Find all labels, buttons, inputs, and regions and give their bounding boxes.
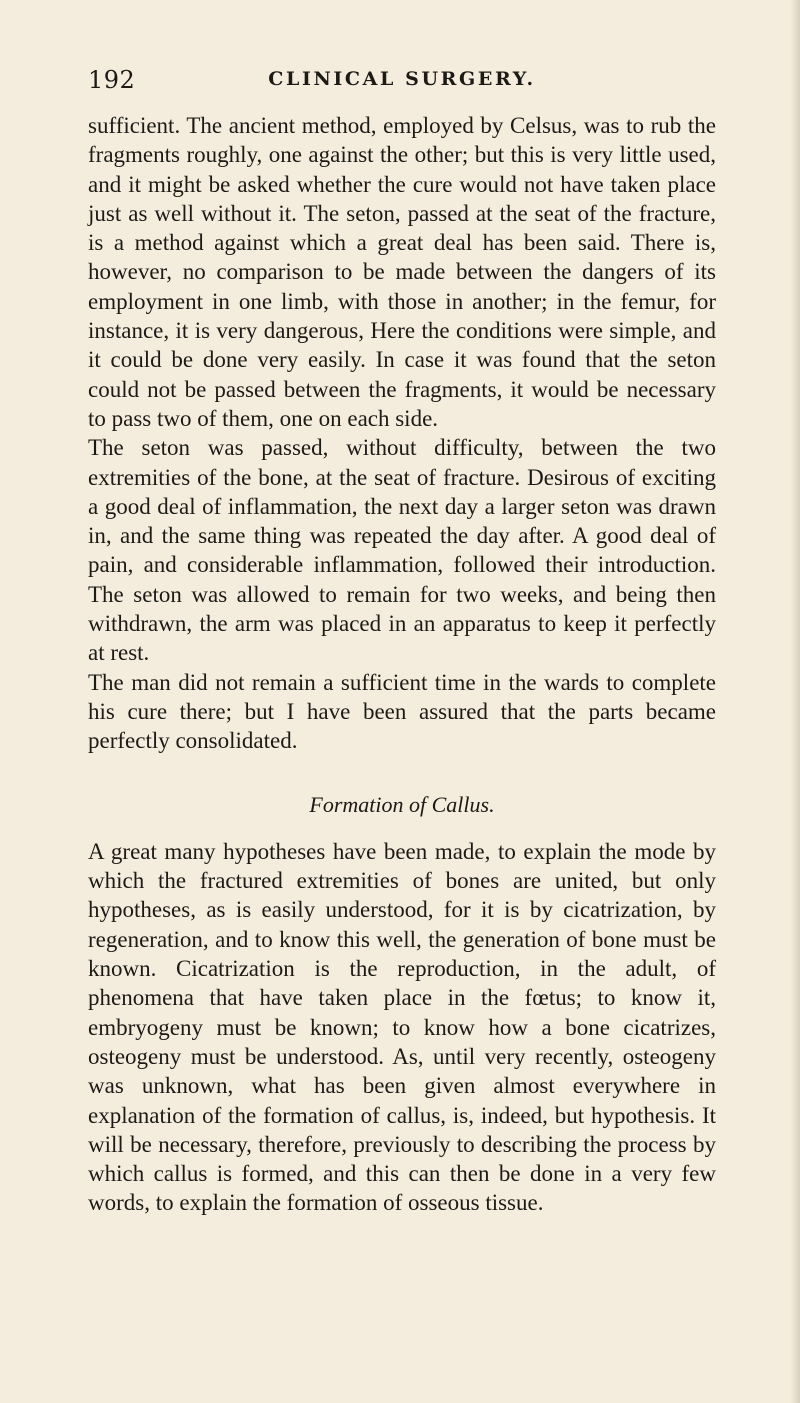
running-head: CLINICAL SURGERY. [268, 68, 536, 90]
page-body [88, 111, 716, 1218]
paragraph: The seton was passed, without difficulty, between the two extremities of the bone, at the seat of fracture. Desirous of exciting a good deal of inflammation, the next day a larger seton was drawn in, and the same thing was repeated the day after. A good deal of pain, and considerable inflammation, followed their introduction. The seton was allowed to remain for two weeks, and being then withdrawn, the arm was placed in an apparatus to keep it perfectly at rest. [88, 435, 716, 666]
page-edge-shadow [790, 0, 800, 1403]
paragraph: A great many hypotheses have been made, to explain the mode by which the fractured extremities of bones are united, but only hypotheses, as is easily understood, for it is by cicatrization, by regeneration, and to know this well, the generation of bone must be known. Cicatrization is the reproduction, in the adult, of phenomena that have taken place in the fœtus; to know it, embryogeny must be known; to know how a bone cicatrizes, osteogeny must be understood. As, until very recently, osteogeny was unknown, what has been given almost everywhere in explanation of the formation of callus, is, indeed, but hypothesis. It will be necessary, therefore, previously to describing the process by which callus is formed, and this can then be done in a very few words, to explain the formation of osseous tissue. [88, 838, 716, 1216]
section-title: Formation of Callus. [309, 791, 495, 817]
paragraph: sufficient. The ancient method, employed by Celsus, was to rub the fragments roughly, one against the other; but this is very little used, and it might be asked whether the cure would not have taken place just as well without it. The seton, passed at the seat of the fracture, is a method against which a great deal has been said. There is, however, no comparison to be made between the dangers of its employment in one limb, with those in another; in the femur, for instance, it is very dangerous, Here the conditions were simple, and it could be done very easily. In case it was found that the seton could not be passed between the fragments, it would be necessary to pass two of them, one on each side. [88, 113, 716, 431]
page-header [88, 66, 716, 96]
paragraph: The man did not remain a sufficient time in the wards to complete his cure there; but I have been assured that the parts became perfectly consolidated. [88, 669, 716, 754]
page-number: 192 [88, 66, 136, 94]
